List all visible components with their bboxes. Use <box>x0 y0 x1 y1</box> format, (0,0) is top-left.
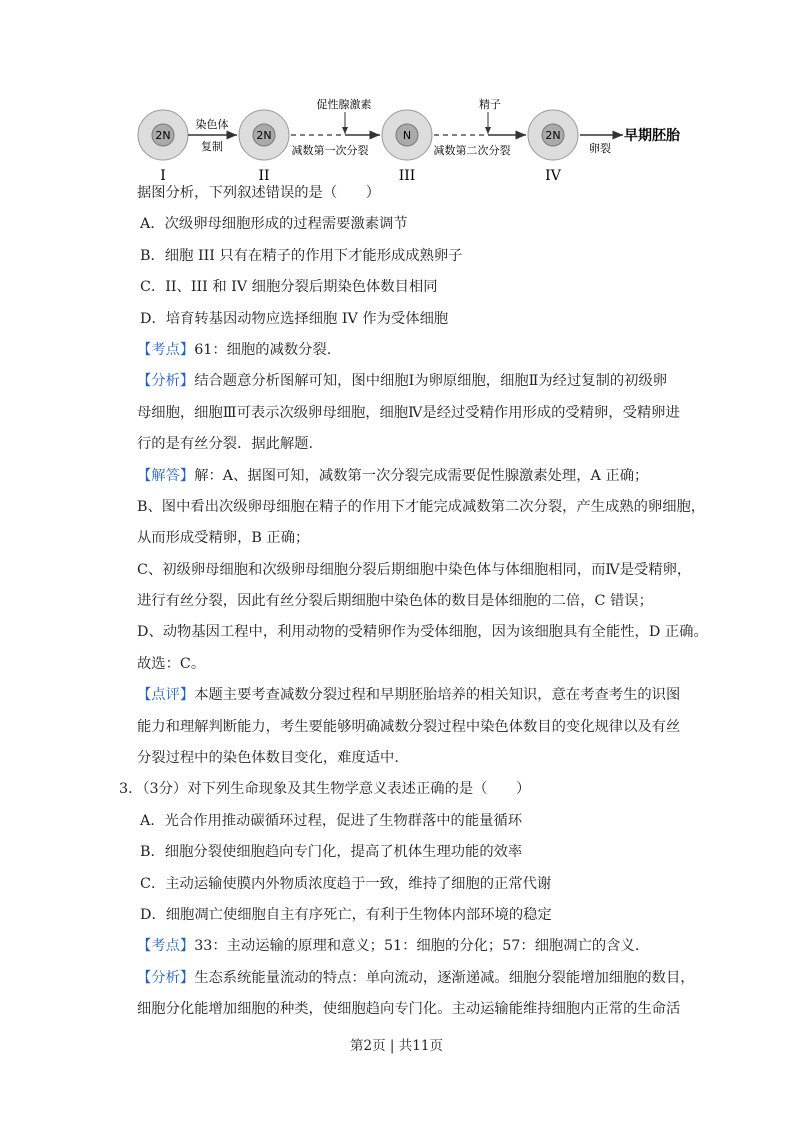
q2-dianping-line: 分裂过程中的染色体数目变化，难度适中. <box>137 750 399 767</box>
svg-text:II: II <box>258 168 270 184</box>
q2-option-d: D．培育转基因动物应选择细胞 IV 作为受体细胞 <box>140 310 449 327</box>
svg-text:III: III <box>398 168 416 184</box>
q2-dianping <box>0 680 793 711</box>
svg-text:2N: 2N <box>545 129 561 142</box>
kaodian-text: 61：细胞的减数分裂. <box>194 341 332 358</box>
jieda-text: 解：A、据图可知，减数第一次分裂完成需要促性腺激素处理，A 正确； <box>194 467 649 484</box>
q2-option-b: B．细胞 III 只有在精子的作用下才能形成成熟卵子 <box>140 247 463 264</box>
cell-4 <box>528 110 578 184</box>
q2-jieda-line: C、初级卵母细胞和次级卵母细胞分裂后期细胞中染色体与体细胞相同，而Ⅳ是受精卵， <box>137 561 692 578</box>
q2-jieda-line: 进行有丝分裂，因此有丝分裂后期细胞中染色体的数目是体细胞的二倍，C 错误； <box>137 593 653 610</box>
q3-option-b: B．细胞分裂使细胞趋向专门化，提高了机体生理功能的效率 <box>140 844 523 861</box>
q2-dianping-line: 能力和理解判断能力，考生要能够明确减数分裂过程中染色体数目的变化规律以及有丝 <box>137 718 681 735</box>
q2-kaodian <box>0 335 793 366</box>
q2-option-a: A．次级卵母细胞形成的过程需要激素调节 <box>140 216 408 233</box>
q2-fenxi-line: 母细胞，细胞Ⅲ可表示次级卵母细胞，细胞Ⅳ是经过受精作用形成的受精卵，受精卵进 <box>137 404 680 421</box>
q3-option-d: D．细胞凋亡使细胞自主有序死亡，有利于生物体内部环境的稳定 <box>140 906 552 923</box>
q2-fenxi-line: 行的是有丝分裂．据此解题. <box>137 436 314 453</box>
q2-jieda-line: 故选：C。 <box>137 655 206 672</box>
kaodian-tag: 【考点】 <box>137 938 195 955</box>
oogenesis-diagram <box>130 92 690 187</box>
q2-fenxi <box>0 366 793 397</box>
svg-text:IV: IV <box>545 168 561 184</box>
q2-jieda-line: B、图中看出次级卵母细胞在精子的作用下才能完成减数第二次分裂，产生成熟的卵细胞， <box>137 498 706 515</box>
svg-text:早期胚胎: 早期胚胎 <box>624 128 680 144</box>
svg-text:复制: 复制 <box>201 140 223 153</box>
svg-text:减数第一次分裂: 减数第一次分裂 <box>291 144 369 157</box>
kaodian-text: 33：主动运输的原理和意义；51：细胞的分化；57：细胞凋亡的含义. <box>194 938 640 955</box>
q3-stem: 3．（3分）对下列生命现象及其生物学意义表述正确的是（ ） <box>119 781 531 798</box>
svg-text:2N: 2N <box>256 129 272 142</box>
q3-option-c: C．主动运输使膜内外物质浓度趋于一致，维持了细胞的正常代谢 <box>140 875 552 892</box>
dianping-tag: 【点评】 <box>137 687 195 704</box>
q3-fenxi <box>0 963 793 994</box>
cell-3 <box>382 110 432 184</box>
document-body <box>0 178 793 1026</box>
svg-text:减数第二次分裂: 减数第二次分裂 <box>433 144 511 157</box>
q2-option-c: C．II、III 和 IV 细胞分裂后期染色体数目相同 <box>140 279 438 296</box>
dianping-text: 本题主要考查减数分裂过程和早期胚胎培养的相关知识，意在考查考生的识图 <box>194 687 681 704</box>
q2-jieda-line: D、动物基因工程中，利用动物的受精卵作为受体细胞，因为该细胞具有全能性，D 正确。 <box>137 624 708 641</box>
jieda-tag: 【解答】 <box>137 467 195 484</box>
svg-text:精子: 精子 <box>479 98 501 111</box>
svg-text:N: N <box>402 129 412 142</box>
svg-text:促性腺激素: 促性腺激素 <box>316 98 372 111</box>
cell-1 <box>138 110 188 184</box>
q2-stem: 据图分析，下列叙述错误的是（ ） <box>137 185 381 201</box>
q3-fenxi-line: 细胞分化能增加细胞的种类，使细胞趋向专门化。主动运输能维持细胞内正常的生命活 <box>137 1001 681 1018</box>
q3-option-a: A．光合作用推动碳循环过程，促进了生物群落中的能量循环 <box>140 812 523 829</box>
q2-jieda-line: 从而形成受精卵，B 正确； <box>137 530 310 547</box>
svg-text:染色体: 染色体 <box>195 118 229 131</box>
fenxi-tag: 【分析】 <box>137 373 195 390</box>
fenxi-text: 结合题意分析图解可知，图中细胞Ⅰ为卵原细胞，细胞Ⅱ为经过复制的初级卵 <box>194 373 668 390</box>
page-footer: 第2页 | 共11页 <box>350 1038 443 1054</box>
q3-kaodian <box>0 931 793 962</box>
svg-text:卵裂: 卵裂 <box>589 142 611 155</box>
svg-text:2N: 2N <box>155 129 171 142</box>
fenxi-text: 生态系统能量流动的特点：单向流动，逐渐递减。细胞分裂能增加细胞的数目， <box>194 969 695 986</box>
kaodian-tag: 【考点】 <box>137 341 195 358</box>
fenxi-tag: 【分析】 <box>137 969 195 986</box>
cell-2 <box>239 110 289 184</box>
svg-text:I: I <box>160 168 166 184</box>
q2-jieda <box>0 461 793 492</box>
